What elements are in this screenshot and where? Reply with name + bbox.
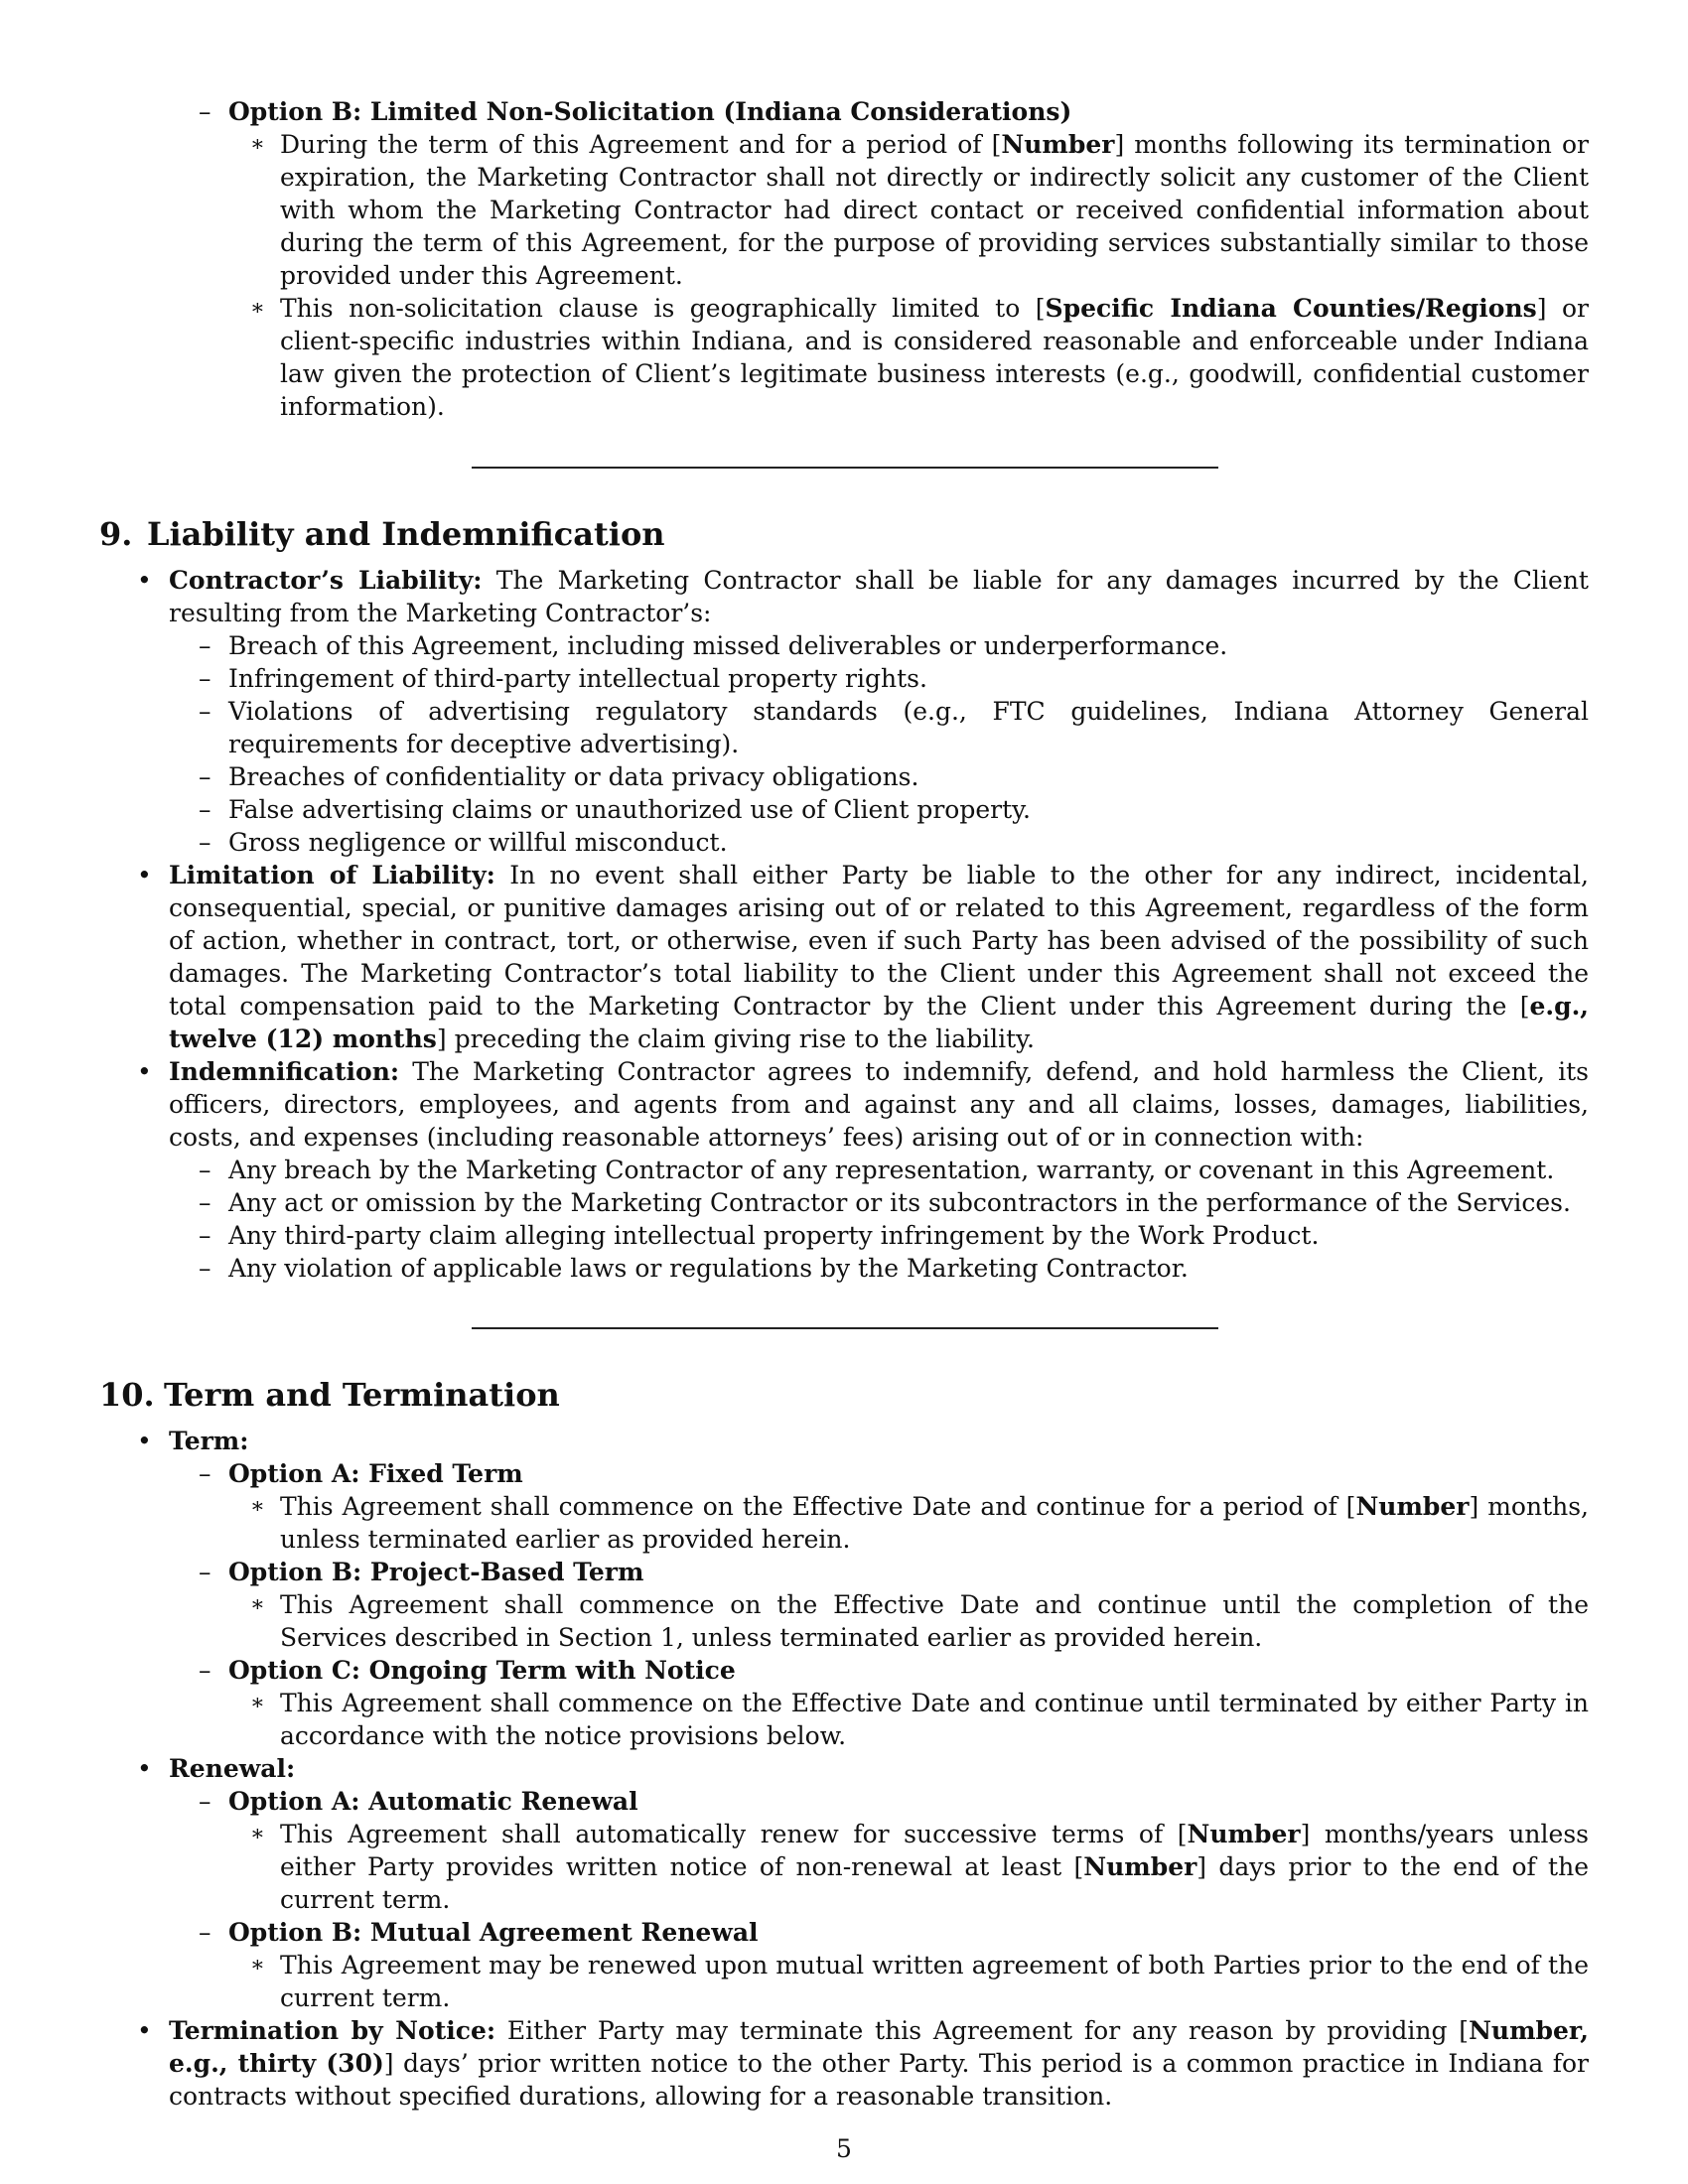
term-option-c-title: – Option C: Ongoing Term with Notice [199, 1656, 736, 1685]
contractor-item: – False advertising claims or unauthorized use of Client property. [199, 795, 1031, 824]
termination-by-notice-item: • Termination by Notice: Either Party may terminate this Agreement for any reason by providing [Number, e.g., thirty (30)] days’ prior written notice to the other Party. This period is a common practice in Indiana for contracts without specified durations, allowing for a reasonable transition. [137, 2016, 1589, 2111]
indemnification-item: • Indemnification: The Marketing Contractor agrees to indemnify, defend, and hold harmless the Client, its officers, directors, employees, and agents from and against any and all claims, losses, damages, liabilities, costs, and expenses (including reasonable attorneys’ fees) arising out of or in connection with: [137, 1057, 1589, 1152]
dash-marker: – [199, 97, 211, 126]
indemnification-subitem: – Any third-party claim alleging intellectual property infringement by the Work Product. [199, 1221, 1320, 1250]
term-option-a-title: – Option A: Fixed Term [199, 1459, 523, 1488]
indemnification-subitem: – Any act or omission by the Marketing Contractor or its subcontractors in the performance of the Services. [199, 1188, 1571, 1217]
renewal-option-a-text: ∗ This Agreement shall automatically renew for successive terms of [Number] months/years unless either Party provides written notice of non-renewal at least [Number] days prior to the end of the current term. [250, 1820, 1589, 1914]
contractor-item: – Violations of advertising regulatory standards (e.g., FTC guidelines, Indiana Attorney General requirements for deceptive advertising). [199, 697, 1589, 758]
indemnification-subitem: – Any breach by the Marketing Contractor of any representation, warranty, or covenant in this Agreement. [199, 1156, 1555, 1184]
contractor-liability-item: • Contractor’s Liability: The Marketing Contractor shall be liable for any damages incurred by the Client resulting from the Marketing Contractor’s: [137, 566, 1589, 627]
term-option-b-text: ∗ This Agreement shall commence on the Effective Date and continue until the completion of the Services described in Section 1, unless terminated earlier as provided herein. [250, 1590, 1589, 1652]
indemnification-subitem: – Any violation of applicable laws or regulations by the Marketing Contractor. [199, 1254, 1189, 1283]
renewal-option-b-title: – Option B: Mutual Agreement Renewal [199, 1918, 759, 1947]
renewal-option-a-title: – Option A: Automatic Renewal [199, 1787, 638, 1816]
bullet-marker: • [137, 1057, 152, 1086]
bullet-marker: • [137, 566, 152, 595]
bullet-marker: • [137, 861, 152, 889]
term-option-b-title: – Option B: Project-Based Term [199, 1558, 644, 1586]
renewal-item: • Renewal: [137, 1754, 296, 1783]
star-marker: ∗ [250, 296, 265, 321]
star-marker: ∗ [250, 132, 265, 157]
section-10-heading: 10. Term and Termination [99, 1376, 560, 1414]
contractor-item: – Breaches of confidentiality or data privacy obligations. [199, 762, 919, 791]
page-number: 5 [836, 2134, 852, 2163]
term-option-a-text: ∗ This Agreement shall commence on the Effective Date and continue for a period of [Number] months, unless terminated earlier as provided herein. [250, 1492, 1590, 1554]
contractor-item: – Breach of this Agreement, including missed deliverables or underperformance. [199, 631, 1228, 660]
s8-option-b-title: – Option B: Limited Non-Solicitation (Indiana Considerations) [199, 97, 1072, 126]
document-page [99, 95, 1589, 2113]
term-option-c-text: ∗ This Agreement shall commence on the Effective Date and continue until terminated by either Party in accordance with the notice provisions below. [250, 1689, 1589, 1750]
bullet-marker: • [137, 1754, 152, 1783]
bullet-marker: • [137, 2016, 152, 2045]
renewal-option-b-text: ∗ This Agreement may be renewed upon mutual written agreement of both Parties prior to the end of the current term. [250, 1951, 1589, 2012]
s8-option-b-para-2: ∗ This non-solicitation clause is geographically limited to [Specific Indiana Counties/Regions] or client-specific industries within Indiana, and is considered reasonable and enforceable under Indiana law given the protection of Client’s legitimate business interests (e.g., goodwill, confidential customer information). [250, 294, 1589, 421]
s8-option-b-para-1: ∗ During the term of this Agreement and for a period of [Number] months following its termination or expiration, the Marketing Contractor shall not directly or indirectly solicit any customer of the Client with whom the Marketing Contractor had direct contact or received confidential information about during the term of this Agreement, for the purpose of providing services substantially similar to those provided under this Agreement. [250, 130, 1589, 290]
limitation-of-liability-item: • Limitation of Liability: In no event shall either Party be liable to the other for any indirect, incidental, consequential, special, or punitive damages arising out of or related to this Agreement, regardless of the form of action, whether in contract, tort, or otherwise, even if such Party has been advised of the possibility of such damages. The Marketing Contractor’s total liability to the Client under this Agreement shall not exceed the total compensation paid to the Marketing Contractor by the Client under this Agreement during the [e.g., twelve (12) months] preceding the claim giving rise to the liability. [137, 861, 1589, 1053]
section-9-heading: 9. Liability and Indemnification [99, 515, 665, 553]
term-item: • Term: [137, 1427, 249, 1455]
contractor-item: – Gross negligence or willful misconduct. [199, 828, 728, 857]
bullet-marker: • [137, 1427, 152, 1455]
contractor-item: – Infringement of third-party intellectual property rights. [199, 664, 927, 693]
